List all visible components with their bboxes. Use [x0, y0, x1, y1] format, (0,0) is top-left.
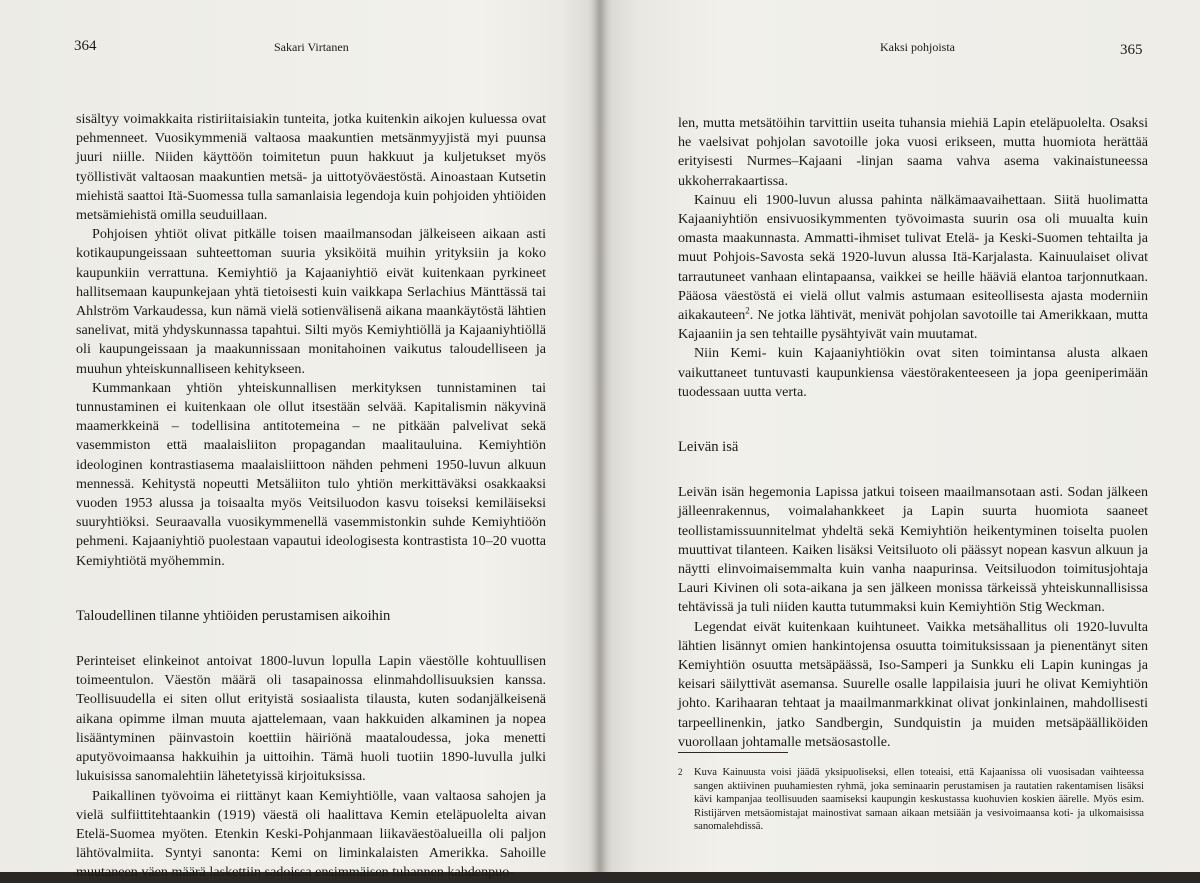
- paragraph: Legendat eivät kuitenkaan kuihtuneet. Vaikka metsähallitus oli 1920-luvulta lähtien lisännyt omien hankintojensa osuutta toimituksissaan ja pienentänyt siten Kemiyhtiön osuutta metsäpäässä, Iso-Samperi ja Sunkku eli Lapin kuningas ja keisari säilyttivät asemansa. Suurelle osalle lappilaisia juuri he olivat Kemiyhtiön johto. Karihaaran tehtaat ja maailmanmarkkinat olivat jonkinlainen, mahdollisesti tarpeellinenkin, jatko Sandbergin, Sundquistin ja muiden metsäpäälliköiden vuorollaan johtamalle metsäosastolle.: [678, 618, 1148, 750]
- running-head: Sakari Virtanen: [274, 40, 349, 54]
- footnote-text: Kuva Kainuusta voisi jäädä yksipuoliseksi, ellen toteaisi, että Kajaanissa oli vuosisadan vaihteessa sangen aktiivinen puuhamiesten ryhmä, joka seminaarin perustamisen ja rautatien rakentamisen lisäksi kävi kampanjaa teollisuuden saamiseksi kaupungin keskustassa kuohuvien koskien äärelle. Myös esim. Ristijärven metsäomistajat mainostivat samaan aikaan metsiään ja vesivoimaansa koti- ja ulkomaisissa sanomalehdissä.: [694, 767, 1144, 833]
- paragraph-text: Kainuu eli 1900-luvun alussa pahinta nälkämaavaihettaan. Siitä huolimatta Kajaaniyhtiön ensivuosikymmenten työvoimasta suurin osa oli muualta kuin omasta maakunnasta. Ammatti-ihmiset tulivat Etelä- ja Keski-Suomen tehtailta ja muut Pohjois-Savosta sekä 1920-luvun alussa Itä-Karjalasta. Kainuulaiset olivat tarrautuneet vanhaan elintapaansa, vaikkei se heille hääviä elantoa tarjonnutkaan. Pääosa väestöstä ei vielä ollut valmis astumaan esiteollisesta ajasta moderniin aikakauteen: [678, 191, 1148, 324]
- right-page: [600, 0, 1200, 872]
- footnote-divider: [678, 752, 788, 753]
- footnote-number: 2: [678, 767, 683, 777]
- paragraph: Kummankaan yhtiön yhteiskunnallisen merkityksen tunnistaminen tai tunnustaminen ei kuitenkaan ole ollut itsestään selvää. Kapitalismin näkyvinä maamerkkeinä – todellisina antitotemeina – ne pitkään palvelivat sekä vasemmiston että maalaisliiton propagandan maalitauluina. Kemiyhtiön ideologinen kontrastiasema maalaisliittoon nähden pehmeni 1950-luvun alkuun mennessä. Kehitystä nopeutti Metsäliiton tulo yhtiön merkittäväksi osakkaaksi vuoden 1953 alussa ja toisaalta myös Veitsiluodon kasvu toiseksi kemiläiseksi suuryhtiöksi. Seuraavalla vuosikymmenellä vasemmistonkin suhde Kemiyhtiöön pehmeni. Kajaaniyhtiö puolestaan vapautui ideologisesta kontrastista 10–20 vuotta Kemiyhtiötä myöhemmin.: [76, 379, 546, 569]
- running-head: Kaksi pohjoista: [880, 40, 955, 54]
- paragraph: sisältyy voimakkaita ristiriitaisiakin tunteita, jotka kuitenkin aikojen kuluessa ovat pehmenneet. Vuosikymmeniä valtaosa maakuntien metsänmyyjistä myi puunsa juuri niille. Niiden käyttöön toimitetun puun hakkuut ja kuljetukset myös työllistivät valtaosan maakuntien metsä- ja uittotyöväestöstä. Ainoastaan Kutsetin miehistä saattoi Itä-Suomessa tulla samanlaisia legendoja kuin pohjoiden yhtiöiden metsämiehistä omilla seuduillaan.: [76, 111, 546, 224]
- paragraph: Niin Kemi- kuin Kajaaniyhtiökin ovat siten toimintansa alusta alkaen vaikuttaneet tuntuvasti kaupunkiensa väestörakenteeseen ja jopa geeniperimään tuodessaan uutta verta.: [678, 345, 1148, 400]
- footnote-reference[interactable]: 2: [745, 305, 750, 316]
- right-page-body: [678, 114, 1148, 752]
- section-heading: Taloudellinen tilanne yhtiöiden perustamisen aikoihin: [76, 607, 391, 624]
- footnote: [678, 766, 1148, 834]
- paragraph: Leivän isän hegemonia Lapissa jatkui toiseen maailmansotaan asti. Sodan jälkeen jälleenrakennus, voimalahankkeet ja Lapin suurta huomiota saaneet teollistamissuunnitelmat yhdeltä sekä Kemiyhtiön heikentyminen toiselta puolen muuttivat tilanteen. Kaiken lisäksi Veitsiluoto oli päässyt nopean kasvun alkuun ja näytti elinvoimaisemmalta kuin vanha naapurinsa. Veitsiluodon toimitusjohtaja Lauri Kivinen oli sota-aikana ja sen jälkeen monissa tärkeissä yhteiskunnallisissa tehtävissä ja tuli niiden kautta tutummaksi kuin Kemiyhtiön Stig Weckman.: [678, 484, 1148, 616]
- page-number: 365: [1120, 42, 1143, 58]
- page-number: 364: [74, 38, 97, 54]
- paragraph: [678, 191, 1148, 345]
- paragraph: Paikallinen työvoima ei riittänyt kaan Kemiyhtiölle, vaan valtaosa sahojen ja vielä sulfiittitehtaankin (1919) väestä oli haalittava Kemin eteläpuolelta aivan Etelä-Suomea myöten. Etenkin Keski-Pohjanmaan liikaväestöalueilla oli paljon lähtövalmiita. Syntyi sanonta: Kemi on liminkalaisten Amerikka. Sahoille muutaneen väen määrä laskettiin sadoissa ensimmäisen tuhannen kahdenpuo-: [76, 787, 546, 881]
- paragraph-text: . Ne jotka lähtivät, menivät pohjolan savotoille tai Amerikkaan, mutta Kajaaniin ja sen tehtaille pysähtyivät vain muutamat.: [678, 307, 1148, 343]
- left-page-body: [76, 110, 546, 883]
- paragraph: Perinteiset elinkeinot antoivat 1800-luvun lopulla Lapin väestölle kohtuullisen toimeentulon. Väestön määrä oli tasapainossa elinmahdollisuuksien kanssa. Teollisuudella ei siten ollut erityistä sosiaalista tilausta, kuten sodanjälkeisenä aikana opimme ilman muuta ajattelemaan, vaan hakkuiden alkaminen ja nopea lisääntyminen päinvastoin koettiin häiriönä maataloudessa, joka menetti aputyövoimaansa hakkuihin ja uittoihin. Tämä huoli tuotiin 1890-luvulla julki lukuisissa sanomalehtiin lähetetyissä kirjoituksissa.: [76, 653, 546, 785]
- section-heading: Leivän isä: [678, 439, 739, 456]
- paragraph: len, mutta metsätöihin tarvittiin useita tuhansia miehiä Lapin eteläpuolelta. Osaksi he vaelsivat pohjolan savotoille joka vuosi erikseen, mutta huomiota herättää erityisesti Nurmes–Kajaani -linjan saama vahva asema vakinaistuneessa ukkoherrakaartissa.: [678, 115, 1148, 189]
- paragraph: Pohjoisen yhtiöt olivat pitkälle toisen maailmansodan jälkeiseen aikaan asti kotikaupungeissaan suhteettoman suuria yksiköitä muihin yrityksiin ja koko kaupunkiin verrattuna. Kemiyhtiö ja Kajaaniyhtiö eivät kuitenkaan pyrkineet hallitsemaan kaupunkejaan yhtä tietoisesti kuin vaikkapa Serlachius Mänttässä tai Ahlström Varkaudessa, kun nämä vielä sotienvälisenä aikana maankäytöstä lähtien sanelivat, mitä yhdyskunnassa tapahtui. Silti myös Kemiyhtiöllä ja Kajaaniyhtiöllä oli kaupungeissaan ja maakunnissaan monitahoinen vaikutus taloudelliseen ja muuhun yhteiskunnalliseen kehitykseen.: [76, 226, 546, 377]
- left-page: [0, 0, 600, 881]
